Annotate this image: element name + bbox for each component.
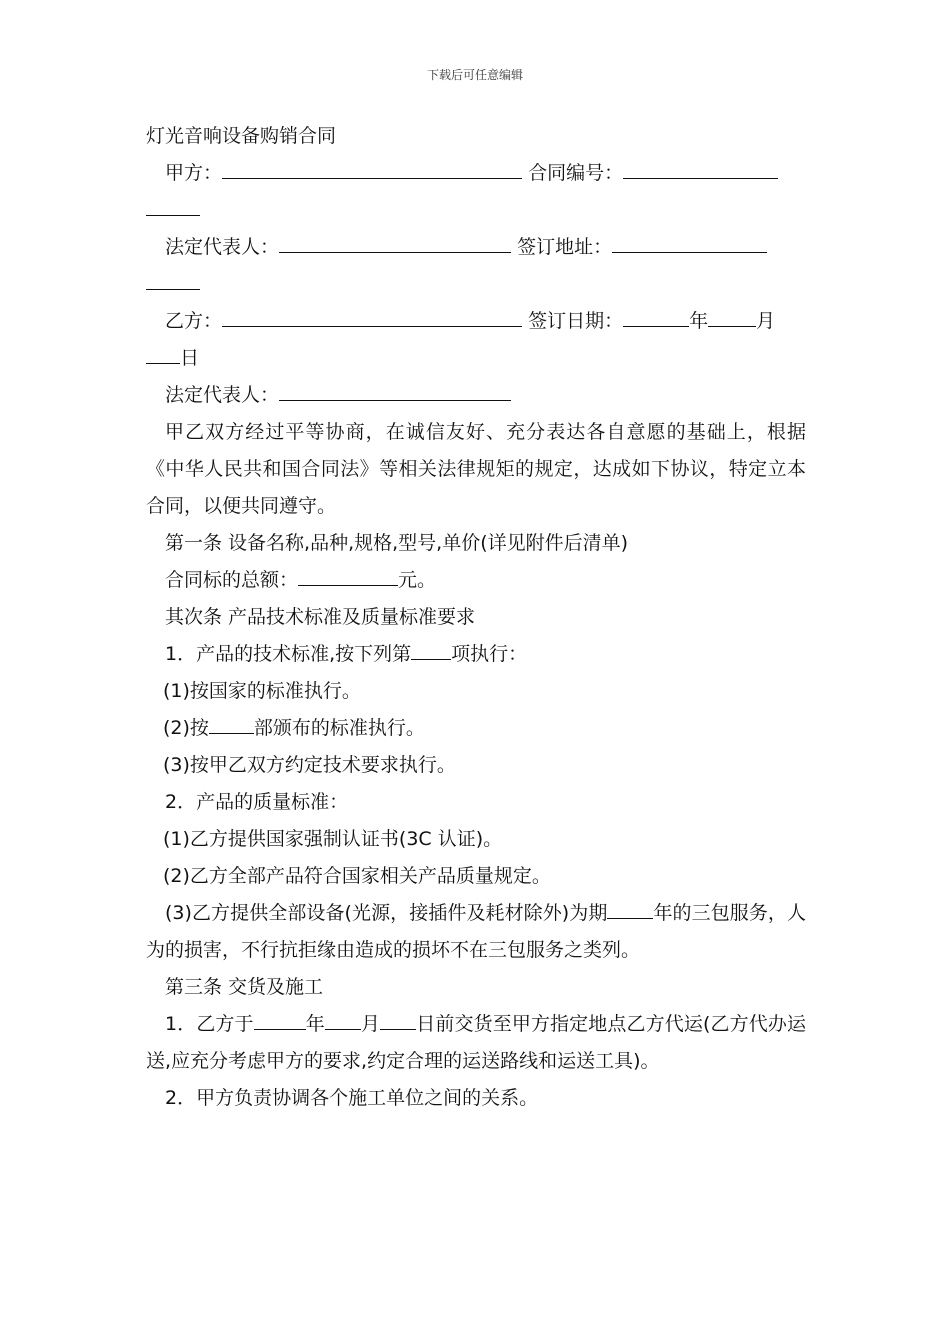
party-a-blank (222, 156, 522, 179)
party-a-line (146, 155, 806, 192)
year-label: 年 (689, 310, 709, 332)
item-1-2-post: 部颁布的标准执行。 (253, 717, 425, 739)
item-3-1-pre: 1．乙方于 (165, 1013, 254, 1035)
article-3: 第三条 交货及施工 (165, 976, 324, 998)
sign-month-blank (708, 304, 756, 327)
contract-no-label: 合同编号： (528, 162, 624, 184)
total-unit: 元。 (398, 569, 437, 591)
party-b-blank (222, 304, 522, 327)
sign-date-label: 签订日期： (528, 310, 624, 332)
day-label: 日 (180, 347, 200, 369)
item-3-1-month: 月 (360, 1013, 381, 1035)
item-1-line (146, 636, 806, 673)
legal-rep-blank (279, 230, 511, 253)
party-b-label: 乙方： (165, 310, 223, 332)
party-a-label: 甲方： (165, 162, 223, 184)
item-1-2-line (146, 710, 806, 747)
item-1-1: (1)按国家的标准执行。 (163, 680, 361, 702)
item-2-1: (1)乙方提供国家强制认证书(3C 认证)。 (163, 828, 503, 850)
sign-day-line (146, 340, 806, 377)
contract-document (146, 118, 806, 1117)
sign-place-label: 签订地址： (517, 236, 613, 258)
item-1-post: 项执行： (451, 643, 528, 665)
item-1-pre: 1．产品的技术标准,按下列第 (165, 643, 412, 665)
item-1-2-pre: (2)按 (163, 717, 209, 739)
legal-rep-b-blank (279, 378, 511, 401)
legal-rep-b-label: 法定代表人： (165, 384, 280, 406)
contract-title: 灯光音响设备购销合同 (146, 125, 337, 147)
item-3-1-paragraph (146, 1006, 806, 1080)
total-amount-line (146, 562, 806, 599)
item-2-3-paragraph (146, 895, 806, 969)
item-3-1-year-blank (254, 1007, 306, 1030)
month-label: 月 (756, 310, 776, 332)
legal-rep-label: 法定代表人： (165, 236, 280, 258)
legal-rep-b-line (146, 377, 806, 414)
total-blank (298, 563, 398, 586)
sign-place-blank (612, 230, 767, 253)
total-label: 合同标的总额： (165, 569, 299, 591)
article-1: 第一条 设备名称,品种,规格,型号,单价(详见附件后清单) (165, 532, 629, 554)
item-2: 2．产品的质量标准： (165, 791, 349, 813)
item-2-3-pre: (3)乙方提供全部设备(光源，接插件及耗材除外)为期 (165, 902, 608, 924)
contract-no-blank (623, 156, 778, 179)
item-3-2: 2．甲方负责协调各个施工单位之间的关系。 (165, 1087, 539, 1109)
item-1-2-blank (209, 711, 254, 734)
party-b-line (146, 303, 806, 340)
item-2-2: (2)乙方全部产品符合国家相关产品质量规定。 (163, 865, 551, 887)
item-3-1-month-blank (325, 1007, 361, 1030)
sign-year-blank (623, 304, 689, 327)
item-2-3-post: 年的三包服务，人为的损害，不行抗拒缘由造成的损坏不在三包服务之类列。 (146, 902, 806, 961)
article-2: 其次条 产品技术标准及质量标准要求 (165, 606, 476, 628)
item-2-3-blank (607, 896, 653, 919)
page-header: 下载后可任意编辑 (426, 68, 523, 82)
item-3-1-post: 日前交货至甲方指定地点乙方代运(乙方代办运送,应充分考虑甲方的要求,约定合理的运送路线和运送工具)。 (146, 1013, 806, 1072)
intro-paragraph: 甲乙双方经过平等协商，在诚信友好、充分表达各自意愿的基础上，根据《中华人民共和国合同法》等相关法律规矩的规定，达成如下协议，特定立本合同，以便共同遵守。 (146, 421, 806, 517)
sign-place-blank-continued (146, 266, 806, 303)
item-3-1-day-blank (380, 1007, 416, 1030)
item-3-1-year: 年 (305, 1013, 325, 1035)
item-1-3: (3)按甲乙双方约定技术要求执行。 (163, 754, 456, 776)
contract-no-blank-continued (146, 192, 806, 229)
legal-rep-a-line (146, 229, 806, 266)
sign-day-blank (146, 341, 180, 364)
item-1-blank (411, 637, 451, 660)
